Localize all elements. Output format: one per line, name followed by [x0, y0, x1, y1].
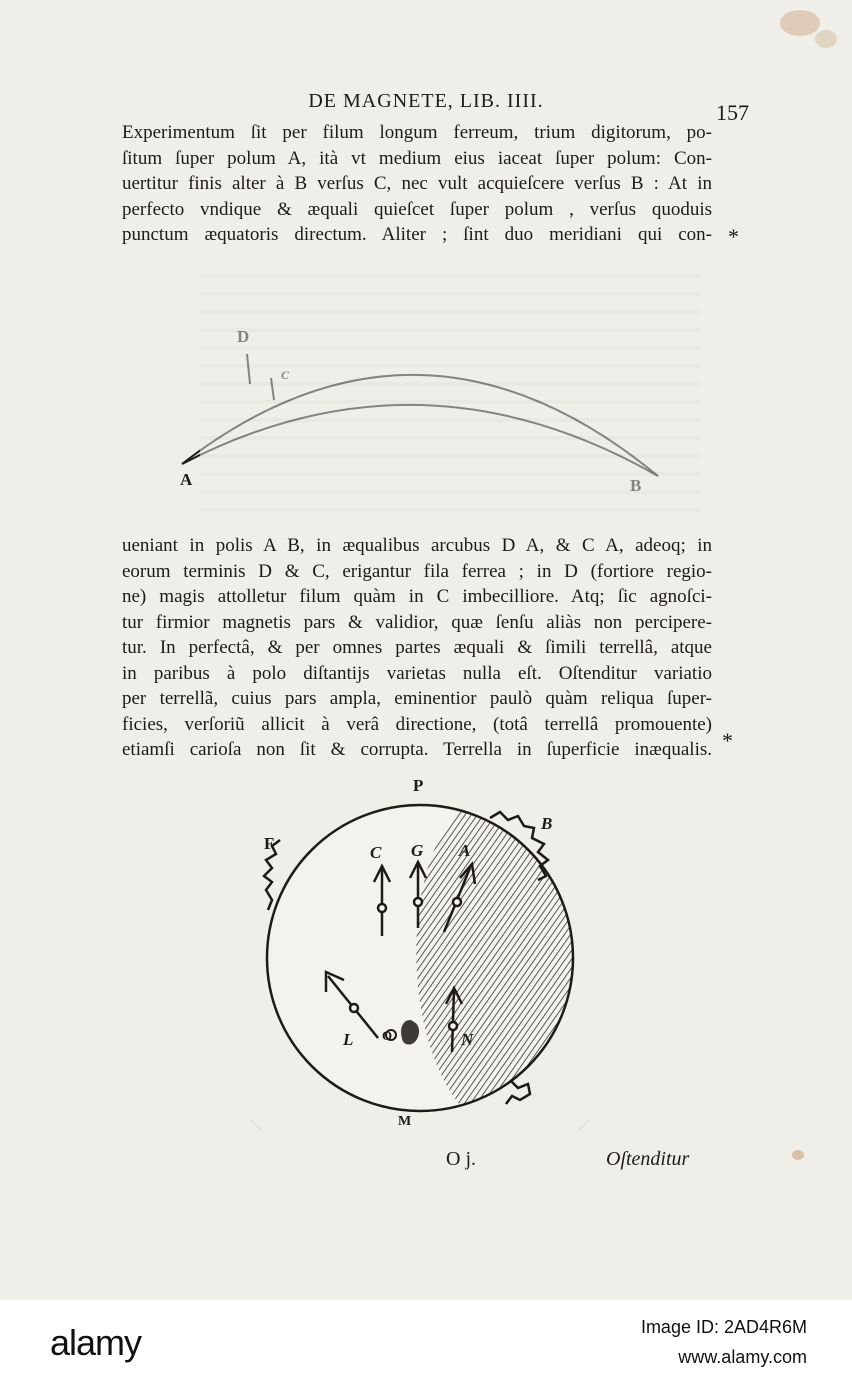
- text-line: eorum terminis D & C, erigantur fila ferrea ; in D (fortiore regio-: [122, 560, 712, 582]
- text-line: per terrellã, cuius pars ampla, eminentior paulò quàm reliqua ſuper-: [122, 688, 712, 709]
- label-o: O: [382, 1028, 393, 1043]
- catchword: Oſtenditur: [606, 1148, 690, 1170]
- text-line: ne) magis attolletur filum quàm in C imbecilliore. Atq; ſic agnoſci-: [122, 586, 712, 607]
- text-line: in paribus à polo diſtantijs varietas nulla eſt. Oſtenditur variatio: [122, 662, 712, 684]
- text-line: perfecto vndique & æquali quieſcet ſuper polum , verſus quoduis: [122, 198, 712, 220]
- stock-logo: alamy: [50, 1322, 142, 1363]
- label-a2: A: [459, 841, 471, 860]
- stock-footer-bar: [0, 1300, 852, 1390]
- label-n: N: [461, 1030, 474, 1049]
- stock-id-block: [641, 1312, 807, 1372]
- margin-mark: *: [722, 728, 733, 753]
- text-line: etiamſi carioſa non ſit & corrupta. Terrella in ſuperficie inæqualis.: [122, 739, 712, 760]
- rough-surface-bottom: [506, 1080, 530, 1104]
- label-f: F: [264, 834, 275, 853]
- signature-mark: O j.: [446, 1148, 476, 1170]
- globe-shading: [416, 805, 580, 1111]
- text-line: tur firmior magnetis pars & validior, quæ ſenſu aliàs non percipere-: [122, 611, 712, 633]
- text-line: uertitur finis alter à B verſus C, nec vult acquieſcere verſus B : At in: [122, 173, 712, 194]
- label-c2: C: [370, 843, 382, 862]
- page-number: 157: [716, 100, 749, 125]
- margin-mark: *: [728, 224, 739, 249]
- label-a: A: [180, 470, 193, 489]
- image-id: Image ID: 2AD4R6M: [640, 1317, 807, 1337]
- text-line: Experimentum ſit per filum longum ferreum, trium digitorum, po-: [122, 122, 712, 143]
- bleed-through-text: [200, 260, 700, 520]
- foxing-stain: [780, 10, 820, 36]
- text-line: ſitum ſuper polum A, ità vt medium eius iaceat ſuper polum: Con-: [122, 147, 712, 169]
- label-l: L: [343, 1030, 354, 1049]
- label-p: P: [413, 776, 424, 795]
- label-m: M: [398, 1114, 412, 1129]
- foxing-stain: [815, 30, 837, 48]
- text-line: ueniant in polis A B, in æqualibus arcubus D A, & C A, adeoq; in: [122, 535, 712, 556]
- label-b2: B: [541, 814, 553, 833]
- text-line: ficies, verſoriũ allicit à verâ directione, (totâ terrellâ promouente): [122, 713, 712, 735]
- paragraph-bottom: [122, 533, 712, 763]
- text-line: tur. In perfectâ, & per omnes partes æquali & ſimili terrellâ, atque: [122, 637, 712, 658]
- stock-url: www.alamy.com: [678, 1347, 807, 1367]
- running-header: DE MAGNETE, LIB. IIII.: [308, 90, 544, 112]
- label-g: G: [411, 841, 424, 860]
- foxing-stain: [792, 1150, 804, 1160]
- text-line: punctum æquatoris directum. Aliter ; ſint duo meridiani qui con-: [122, 224, 712, 245]
- paragraph-top: [122, 120, 712, 248]
